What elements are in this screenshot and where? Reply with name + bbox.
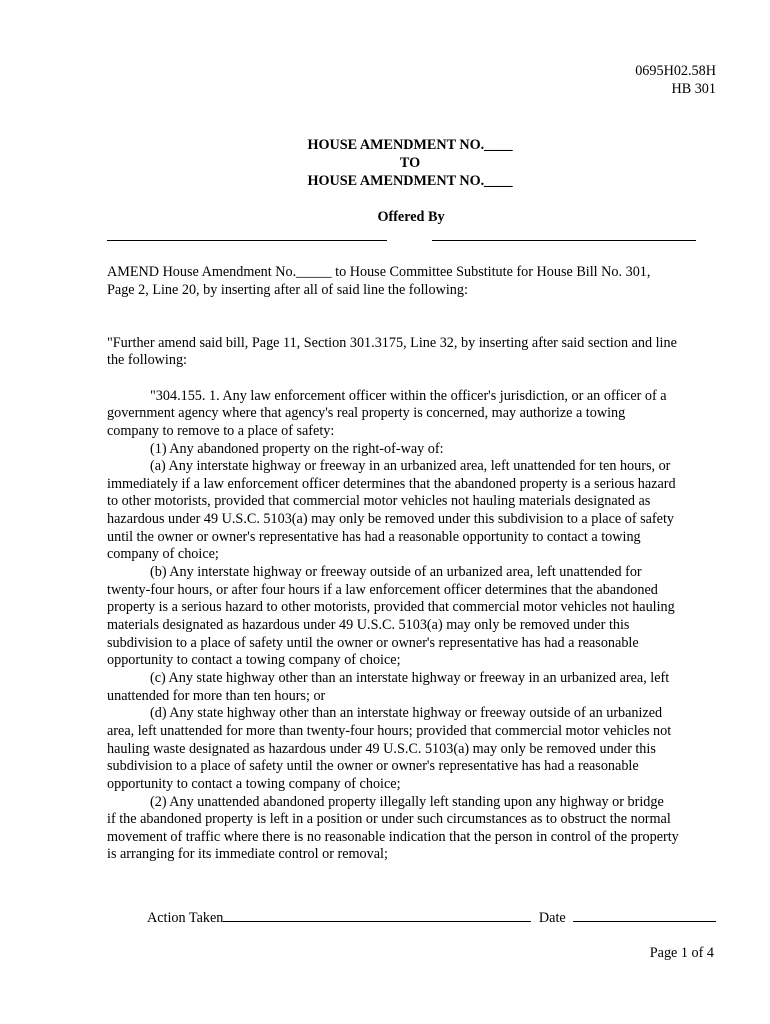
offered-by-label: Offered By: [377, 209, 445, 225]
line-text: government agency where that agency's real property is concerned, may authorize a towing: [107, 405, 626, 422]
bill-code: HB 301: [671, 81, 716, 97]
line-text: to other motorists, provided that commercial motor vehicles not hauling materials designated as: [107, 493, 651, 510]
line-text: is arranging for its immediate control or removal;: [107, 846, 388, 863]
line-text: unattended for more than ten hours; or: [107, 687, 326, 704]
line-text: property is a serious hazard to other motorists, provided that commercial motor vehicles not hauling: [107, 599, 675, 616]
amendment-title-line1: HOUSE AMENDMENT NO.____: [307, 137, 513, 153]
line-text: area, left unattended for more than twenty-four hours; provided that commercial motor vehicles not: [107, 722, 672, 739]
sponsor-signature-line-right: [432, 240, 696, 241]
line-text: until the owner or owner's representative has had a reasonable opportunity to contact a towing: [107, 528, 641, 545]
line-text: hauling waste designated as hazardous under 49 U.S.C. 5103(a) may only be removed under this: [107, 740, 656, 757]
line-text: subdivision to a place of safety until the owner or owner's representative has had a reasonable: [107, 758, 639, 775]
line-text: (2) Any unattended abandoned property illegally left standing upon any highway or bridge: [150, 793, 664, 810]
line-text: (c) Any state highway other than an interstate highway or freeway in an urbanized area, left: [150, 669, 670, 686]
line-text: movement of traffic where there is no reasonable indication that the person in control of the property: [107, 828, 679, 845]
page-number: Page 1 of 4: [649, 945, 714, 961]
line-text: (d) Any state highway other than an interstate highway or freeway outside of an urbanized: [150, 705, 663, 722]
line-text: the following:: [107, 352, 187, 369]
date-label: Date: [538, 910, 566, 926]
line-text: opportunity to contact a towing company of choice;: [107, 775, 401, 792]
action-taken-blank: [223, 908, 531, 922]
line-text: "Further amend said bill, Page 11, Section 301.3175, Line 32, by inserting after said section and line: [107, 334, 677, 351]
action-taken-label: Action Taken: [147, 910, 224, 926]
line-text: "304.155. 1. Any law enforcement officer within the officer's jurisdiction, or an officer of a: [150, 387, 667, 404]
line-text: if the abandoned property is left in a position or under such circumstances as to obstruct the normal: [107, 811, 671, 828]
line-text: immediately if a law enforcement officer determines that the abandoned property is a serious hazard: [107, 475, 676, 492]
line-text: (a) Any interstate highway or freeway in an urbanized area, left unattended for ten hours, or: [150, 458, 671, 475]
line-text: hazardous under 49 U.S.C. 5103(a) may only be removed under this subdivision to a place of safety: [107, 511, 674, 528]
line-text: twenty-four hours, or after four hours if a law enforcement officer determines that the abandoned: [107, 581, 658, 598]
line-text: opportunity to contact a towing company of choice;: [107, 652, 401, 669]
line-text: Page 2, Line 20, by inserting after all of said line the following:: [107, 281, 468, 298]
line-text: AMEND House Amendment No._____ to House Committee Substitute for House Bill No. 301,: [107, 264, 651, 280]
line-text: (b) Any interstate highway or freeway outside of an urbanized area, left unattended for: [150, 564, 642, 581]
doc-code: 0695H02.58H: [635, 63, 716, 79]
line-text: materials designated as hazardous under 49 U.S.C. 5103(a) may only be removed under this: [107, 617, 630, 633]
line-text: subdivision to a place of safety until the owner or owner's representative has had a reasonable: [107, 634, 639, 651]
action-taken-line: [147, 908, 716, 927]
date-blank: [573, 908, 716, 922]
line-text: (1) Any abandoned property on the right-of-way of:: [150, 440, 444, 457]
line-text: company to remove to a place of safety:: [107, 422, 335, 439]
amendment-title-line2: TO: [399, 155, 421, 171]
sponsor-signature-line-left: [107, 240, 387, 241]
line-text: company of choice;: [107, 546, 219, 563]
amendment-title-line3: HOUSE AMENDMENT NO.____: [307, 173, 513, 189]
